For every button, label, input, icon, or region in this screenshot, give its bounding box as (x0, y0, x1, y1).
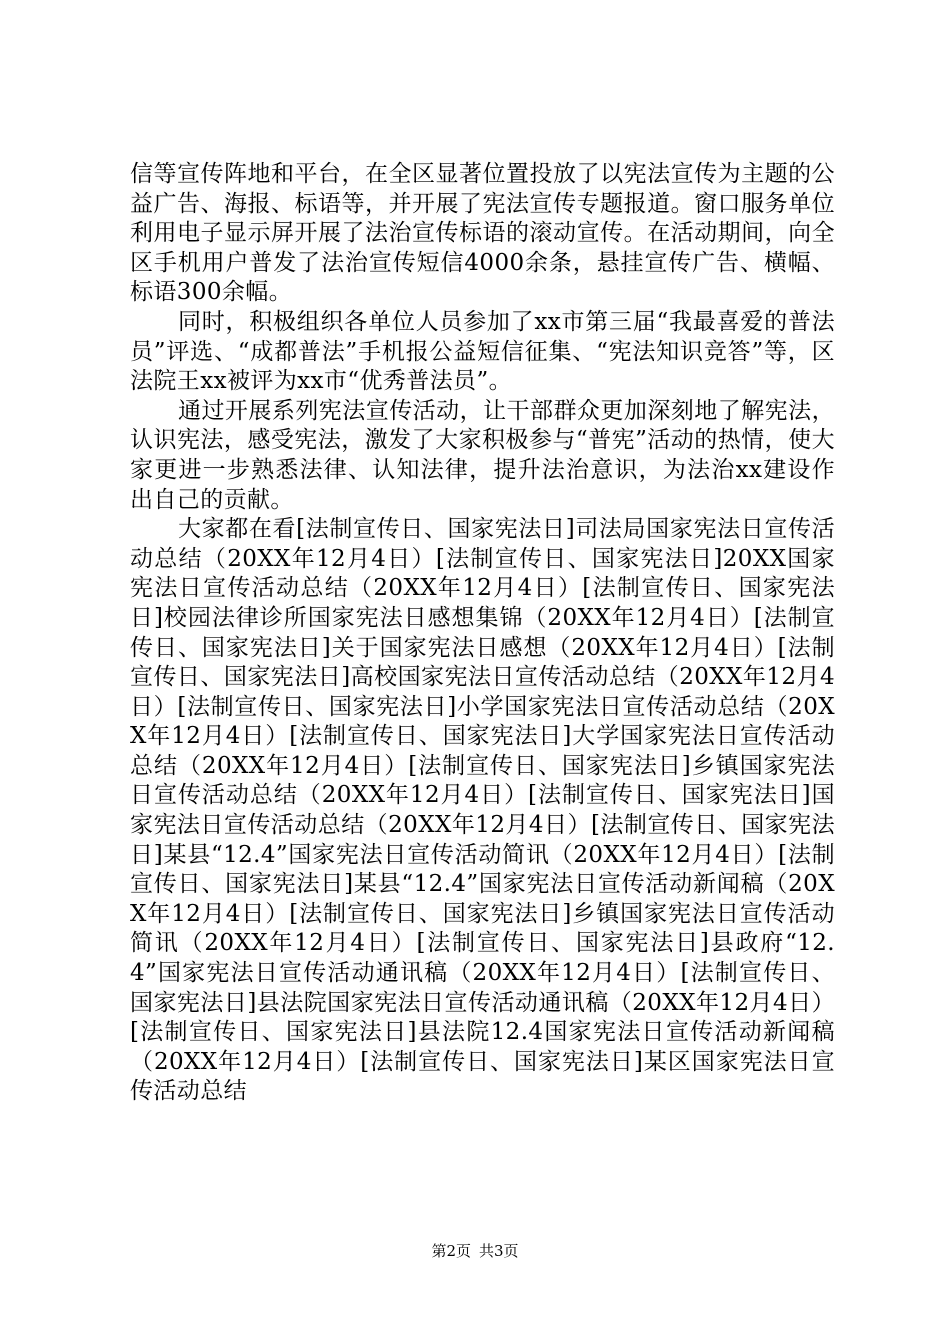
page-number: 第2页 (431, 1242, 471, 1260)
page-total: 共3页 (479, 1242, 519, 1260)
paragraph-related-articles: 大家都在看[法制宣传日、国家宪法日]司法局国家宪法日宣传活动总结（20XX年12月4日）[法制宣传日、国家宪法日]20XX国家宪法日宣传活动总结（20XX年12月4日）[法制宣传日、国家宪法日]校园法律诊所国家宪法日感想集锦（20XX年12月4日）[法制宣传日、国家宪法日]关于国家宪法日感想（20XX年12月4日）[法制宣传日、国家宪法日]高校国家宪法日宣传活动总结（20XX年12月4日）[法制宣传日、国家宪法日]小学国家宪法日宣传活动总结（20XX年12月4日）[法制宣传日、国家宪法日]大学国家宪法日宣传活动总结（20XX年12月4日）[法制宣传日、国家宪法日]乡镇国家宪法日宣传活动总结（20XX年12月4日）[法制宣传日、国家宪法日]国家宪法日宣传活动总结（20XX年12月4日）[法制宣传日、国家宪法日]某县“12.4”国家宪法日宣传活动简讯（20XX年12月4日）[法制宣传日、国家宪法日]某县“12.4”国家宪法日宣传活动新闻稿（20XX年12月4日）[法制宣传日、国家宪法日]乡镇国家宪法日宣传活动简讯（20XX年12月4日）[法制宣传日、国家宪法日]县政府“12.4”国家宪法日宣传活动通讯稿（20XX年12月4日）[法制宣传日、国家宪法日]县法院国家宪法日宣传活动通讯稿（20XX年12月4日）[法制宣传日、国家宪法日]县法院12.4国家宪法日宣传活动新闻稿（20XX年12月4日）[法制宣传日、国家宪法日]某区国家宪法日宣传活动总结 (130, 516, 835, 1105)
paragraph-participation: 同时，积极组织各单位人员参加了xx市第三届“我最喜爱的普法员”评选、“成都普法”手机报公益短信征集、“宪法知识竞答”等，区法院王xx被评为xx市“优秀普法员”。 (130, 308, 835, 395)
document-body (130, 160, 835, 1107)
page-footer (0, 1241, 950, 1261)
paragraph-publicity-channels: 信等宣传阵地和平台，在全区显著位置投放了以宪法宣传为主题的公益广告、海报、标语等，并开展了宪法宣传专题报道。窗口服务单位利用电子显示屏开展了法治宣传标语的滚动宣传。在活动期间，向全区手机用户普发了法治宣传短信4000余条，悬挂宣传广告、横幅、标语300余幅。 (130, 161, 835, 306)
paragraph-outcome: 通过开展系列宪法宣传活动，让干部群众更加深刻地了解宪法，认识宪法，感受宪法，激发了大家积极参与“普宪”活动的热情，使大家更进一步熟悉法律、认知法律，提升法治意识，为法治xx建设作出自己的贡献。 (130, 397, 835, 513)
